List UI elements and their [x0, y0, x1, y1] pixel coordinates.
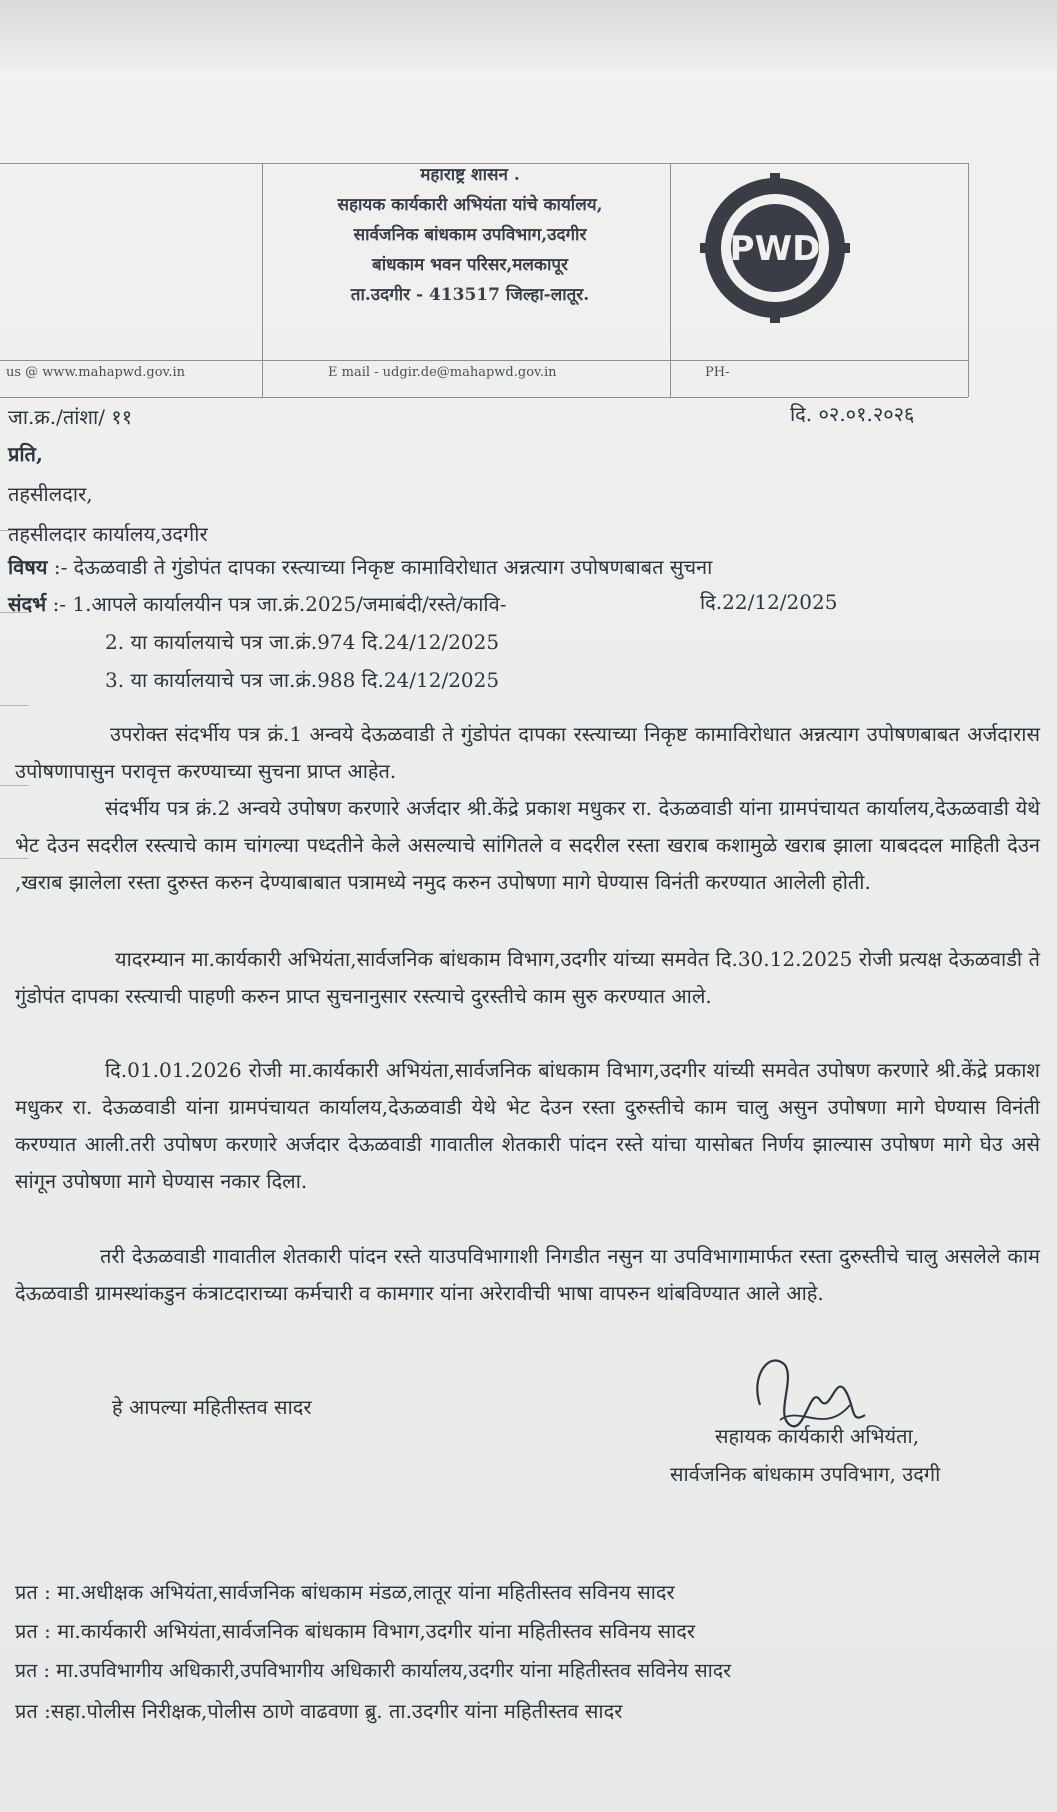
copy-to-3: प्रत : मा.उपविभागीय अधिकारी,उपविभागीय अधिकारी कार्यालय,उदगीर यांना महितीस्तव सविनेय सादर [15, 1659, 732, 1682]
copy-to-2: प्रत : मा.कार्यकारी अभियंता,सार्वजनिक बांधकाम विभाग,उदगीर यांना महितीस्तव सविनय सादर [15, 1619, 696, 1643]
body-paragraph-4: दि.01.01.2026 रोजी मा.कार्यकारी अभियंता,सार्वजनिक बांधकाम विभाग,उदगीर यांच्यी समवेत उपोषण करणारे श्री.केंद्रे प्रकाश मधुकर रा. देऊळवाडी यांना ग्रामपंचायत कार्यालय,देऊळवाडी येथे भेट देउन रस्ता दुरुस्तीचे काम चालु असुन उपोषणा मागे घेण्यास विनंती करण्यात आली.तरी उपोषण करणारे अर्जदार देऊळवाडी गावातील शेतकारी पांदन रस्ते यांचा यासोबत निर्णय झाल्यास उपोषण मागे घेउ असे सांगून उपोषणा मागे घेण्यास नकार दिला. [15, 1058, 1040, 1193]
signatory-title: सहायक कार्यकारी अभियंता, [715, 1424, 920, 1448]
letterhead-premises: बांधकाम भवन परिसर,मलकापूर [372, 255, 568, 275]
body-closing: हे आपल्या महितीस्तव सादर [112, 1395, 312, 1419]
addressee-office: तहसीलदार कार्यालय,उदगीर [8, 522, 208, 546]
signatory-office: सार्वजनिक बांधकाम उपविभाग, उदगी [670, 1462, 941, 1486]
letterhead-photo [0, 180, 250, 358]
reference-number: जा.क्र./तांशा/ ११ [8, 405, 133, 429]
email-text: E mail - udgir.de@mahapwd.gov.in [328, 365, 557, 380]
subject-text: :- देऊळवाडी ते गुंडोपंत दापका रस्त्याच्या निकृष्ट कामाविरोधात अन्नत्याग उपोषणबाबत सुचना [53, 555, 713, 579]
body-paragraph-5: तरी देऊळवाडी गावातील शेतकारी पांदन रस्ते याउपविभागाशी निगडीत नसुन या उपविभागामार्फत रस्ता दुरुस्तीचे चालु असलेले काम देऊळवाडी ग्रामस्थांकडुन कंत्राटदाराच्या कर्मचारी व कामगार यांना अरेरावीची भाषा वापरुन थांबविण्यात आले आहे. [15, 1244, 1040, 1305]
addressee-prefix: प्रति, [8, 442, 43, 466]
letterhead-office: सहायक कार्यकारी अभियंता यांचे कार्यालय, [337, 195, 603, 215]
reference-1-date: दि.22/12/2025 [700, 590, 838, 614]
reference-1-text: :- 1.आपले कार्यालयीन पत्र जा.क्रं.2025/जमाबंदी/रस्ते/कावि- [52, 592, 507, 616]
letterhead-division: सार्वजनिक बांधकाम उपविभाग,उदगीर [353, 225, 587, 245]
copy-to-4: प्रत :सहा.पोलीस निरीक्षक,पोलीस ठाणे वाढवणा ब्रु. ता.उदगीर यांना महितीस्तव सादर [15, 1699, 623, 1723]
body-paragraph-2: संदर्भीय पत्र क्रं.2 अन्वये उपोषण करणारे अर्जदार श्री.केंद्रे प्रकाश मधुकर रा. देऊळवाडी यांना ग्रामपंचायत कार्यालय,देऊळवाडी येथे भेट देउन सदरील रस्त्याचे काम चांगल्या पध्दतीने केले असल्याचे सांगितले व सदरील रस्ता खराब कशामुळे खराब झाला याबददल माहिती देउन ,खराब झालेला रस्ता दुरुस्त करुन देण्याबाबात पत्रामध्ये नमुद करुन उपोषणा मागे घेण्यास विनंती करण्यात आलेली होती. [15, 796, 1040, 894]
paper-fold-shadow [0, 0, 1057, 70]
letterhead-address [270, 160, 670, 310]
letter-date: दि. ०२.०१.२०२६ [790, 402, 915, 426]
reference-1 [8, 590, 506, 617]
letterhead-pin: ता.उदगीर - 413517 जिल्हा-लातूर. [350, 285, 590, 305]
subject-label: विषय [8, 555, 48, 579]
reference-label: संदर्भ [8, 592, 47, 616]
body-paragraph-3: यादरम्यान मा.कार्यकारी अभियंता,सार्वजनिक बांधकाम विभाग,उदगीर यांच्या समवेत दि.30.12.2025 रोजी प्रत्यक्ष देऊळवाडी ते गुंडोपंत दापका रस्त्याची पाहणी करुन प्राप्त सुचनानुसार रस्त्याचे दुरस्तीचे काम सुरु करण्यात आले. [15, 947, 1040, 1008]
addressee-name: तहसीलदार, [8, 482, 93, 506]
letterhead-govt: महाराष्ट्र शासन . [420, 165, 520, 185]
reference-2: 2. या कार्यालयाचे पत्र जा.क्रं.974 दि.24/12/2025 [105, 630, 500, 654]
pwd-logo-icon [700, 173, 850, 323]
phone-text: PH- [705, 365, 730, 380]
body-paragraph-1: उपरोक्त संदर्भीय पत्र क्रं.1 अन्वये देऊळवाडी ते गुंडोपंत दापका रस्त्याच्या निकृष्ट कामाविरोधात अन्नत्याग उपोषणबाबत अर्जदारास उपोषणापासुन परावृत्त करण्याच्या सुचना प्राप्त आहेत. [15, 722, 1040, 783]
reference-3: 3. या कार्यालयाचे पत्र जा.क्रं.988 दि.24/12/2025 [105, 668, 500, 692]
copy-to-1: प्रत : मा.अधीक्षक अभियंता,सार्वजनिक बांधकाम मंडळ,लातूर यांना महितीस्तव सविनय सादर [15, 1580, 675, 1604]
subject-line [8, 553, 712, 580]
pwd-logo-text: PWD [729, 229, 821, 269]
website-text: us @ www.mahapwd.gov.in [6, 365, 185, 380]
margin-mark [0, 705, 28, 706]
